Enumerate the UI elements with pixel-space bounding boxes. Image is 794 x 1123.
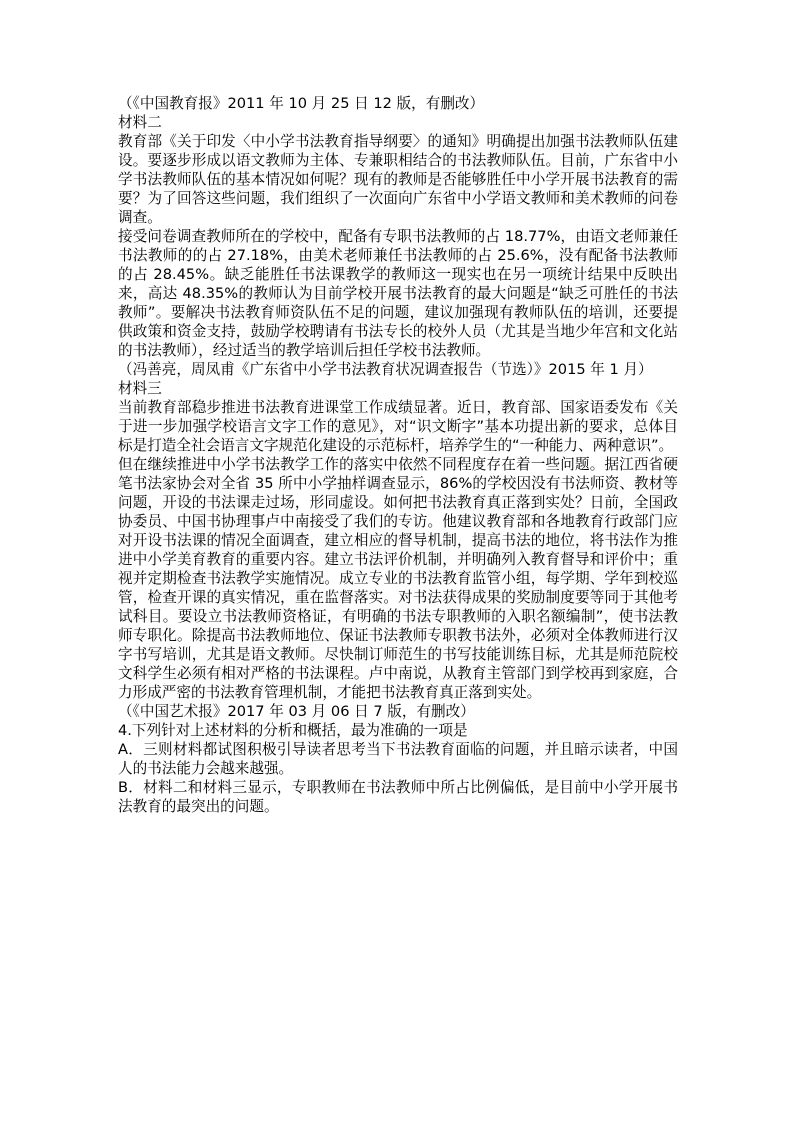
material-2-paragraph-1: 教育部《关于印发〈中小学书法教育指导纲要〉的通知》明确提出加强书法教师队伍建设。要逐步形成以语文教师为主体、专兼职相结合的书法教师队伍。目前，广东省中小学书法教师队伍的基本情况如何呢？现有的教师是否能够胜任中小学开展书法教育的需要？为了回答这些问题，我们组织了一次面向广东省中小学语文教师和美术教师的问卷调查。	[118, 133, 678, 226]
question-4-option-b: B．材料二和材料三显示，专职教师在书法教师中所占比例偏低，是目前中小学开展书法教育的最突出的问题。	[118, 779, 678, 815]
material-3-paragraph-2: 但在继续推进中小学书法教学工作的落实中依然不同程度存在着一些问题。据江西省硬笔书法家协会对全省 35 所中小学抽样调查显示，86%的学校因没有书法师资、教材等问题，开设的书法课走过场，形同虚设。如何把书法教育真正落到实处？日前，全国政协委员、中国书协理事卢中南接受了我们的专访。他建议教育部和各地教育行政部门应对开设书法课的情况全面调查，建立相应的督导机制，提高书法的地位，将书法作为推进中小学美育教育的重要内容。建立书法评价机制，并明确列入教育督导和评价中；重视并定期检查书法教学实施情况。成立专业的书法教育监管小组，每学期、学年到校巡管，检查开课的真实情况，重在监督落实。对书法获得成果的奖励制度要等同于其他考试科目。要设立书法教师资格证，有明确的书法专职教师的入职名额编制”，使书法教师专职化。除提高书法教师地位、保证书法教师专职教书法外，必须对全体教师进行汉字书写培训，尤其是语文教师。尽快制订师范生的书写技能训练目标，尤其是师范院校文科学生必须有相对严格的书法课程。卢中南说，从教育主管部门到学校再到家庭，合力形成严密的书法教育管理机制，才能把书法教育真正落到实处。	[118, 456, 678, 701]
material-2-heading: 材料二	[118, 114, 162, 131]
question-4-option-a: A．三则材料都试图积极引导读者思考当下书法教育面临的问题，并且暗示读者，中国人的书法能力会越来越强。	[118, 741, 678, 777]
material-2-paragraph-2: 接受问卷调查教师所在的学校中，配备有专职书法教师的占 18.77%，由语文老师兼任书法教师的的占 27.18%，由美术老师兼任书法教师的占 25.6%，没有配备书法教师的占 28.45%。缺乏能胜任书法课教学的教师这一现实也在另一项统计结果中反映出来，高达 48.35%的教师认为目前学校开展书法教育的最大问题是“缺乏可胜任的书法教师”。要解决书法教育师资队伍不足的问题，建议加强现有教师队伍的培训，还要提供政策和资金支持，鼓励学校聘请有书法专长的校外人员（尤其是当地少年宫和文化站的书法教师），经过适当的教学培训后担任学校书法教师。	[118, 228, 678, 359]
source-citation-3: （《中国艺术报》2017 年 03 月 06 日 7 版，有删改）	[118, 703, 475, 720]
material-3-heading: 材料三	[118, 380, 162, 397]
question-4-stem: 4.下列针对上述材料的分析和概括，最为准确的一项是	[118, 722, 468, 739]
source-citation-2: （冯善亮，周凤甫《广东省中小学书法教育状况调查报告（节选）》2015 年 1 月）	[118, 361, 653, 378]
document-body	[118, 94, 678, 816]
material-3-paragraph-1: 当前教育部稳步推进书法教育进课堂工作成绩显著。近日，教育部、国家语委发布《关于进一步加强学校语言文字工作的意见》，对“识文断字”基本功提出新的要求，总体目标是打造全社会语言文字规范化建设的示范标杆，培养学生的“一种能力、两种意识”。	[118, 399, 678, 454]
source-citation-1: （《中国教育报》2011 年 10 月 25 日 12 版，有删改）	[118, 95, 485, 112]
